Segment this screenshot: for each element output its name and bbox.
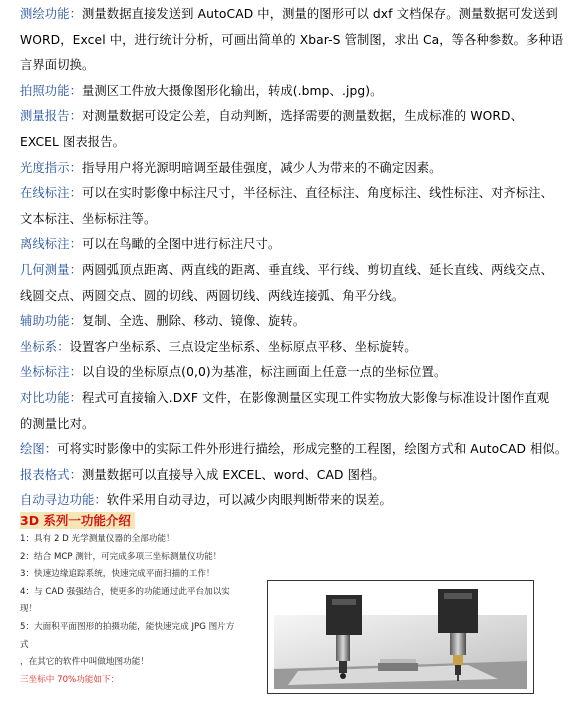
list-item: 4：与 CAD 强强结合，使更多的功能通过此平台加以实 xyxy=(20,586,230,597)
feature-label: 报表格式： xyxy=(20,467,82,482)
list-item: 现！ xyxy=(20,604,38,615)
list-item: 式 xyxy=(20,639,29,650)
feature-label: 自动寻边功能： xyxy=(20,493,107,508)
feature-label: 坐标标注： xyxy=(20,365,82,380)
feature-label: 对比功能： xyxy=(20,390,82,405)
feature-text-line: 测量数据可以直接导入成 EXCEL、word、CAD 图档。 xyxy=(82,467,385,482)
feature-text-line: 的测量比对。 xyxy=(20,416,95,431)
feature-paragraph xyxy=(20,79,572,105)
feature-text-line: 言界面切换。 xyxy=(20,58,95,73)
feature-label: 拍照功能： xyxy=(20,83,82,98)
feature-paragraph xyxy=(20,386,572,437)
feature-label: 光度指示： xyxy=(20,160,82,175)
feature-paragraph xyxy=(20,258,572,309)
feature-paragraph xyxy=(20,437,572,463)
feature-text-line: 软件采用自动寻边，可以减少肉眼判断带来的误差。 xyxy=(106,493,392,508)
feature-label: 几何测量： xyxy=(20,262,82,277)
feature-paragraph xyxy=(20,181,572,232)
list-item: 3：快速边缘追踪系统，快速完成平面扫描的工作！ xyxy=(20,569,215,580)
feature-paragraph xyxy=(20,463,572,489)
feature-text-line: 线圆交点、两圆交点、圆的切线、两圆切线、两线连接弧、角平分线。 xyxy=(20,288,405,303)
feature-text-line: 设置客户坐标系、三点设定坐标系、坐标原点平移、坐标旋转。 xyxy=(69,339,417,354)
list-item: 5：大面积平面图形的拍摄功能，能快速完成 JPG 图片方 xyxy=(20,621,235,632)
feature-text-line: 可将实时影像中的实际工件外形进行描绘，形成完整的工程图，绘图方式和 AutoCAD 相似。 xyxy=(57,442,568,457)
feature-text-line: 以自设的坐标原点(0,0)为基准，标注画面上任意一点的坐标位置。 xyxy=(82,365,447,380)
feature-text-line: 可以在实时影像中标注尺寸，半径标注、直径标注、角度标注、线性标注、对齐标注、 xyxy=(82,186,554,201)
feature-label: 测绘功能： xyxy=(20,7,82,21)
list-item: 1：具有 2 D 光学测量仪器的全部功能！ xyxy=(20,534,175,544)
feature-paragraph xyxy=(20,2,572,79)
feature-text-line: 量测区工件放大摄像图形化输出，转成(.bmp、.jpg)。 xyxy=(82,83,383,98)
feature-paragraph xyxy=(20,360,572,386)
3d-feature-items xyxy=(20,531,280,689)
feature-text-line: 可以在鸟瞰的全图中进行标注尺寸。 xyxy=(82,237,281,252)
feature-text-line: 复制、全选、删除、移动、镜像、旋转。 xyxy=(82,314,306,329)
feature-text-line: 测量数据直接发送到 AutoCAD 中，测量的图形可以 dxf 文档保存。测量数据可发送到 xyxy=(82,7,558,21)
3d-section-title: 3D 系列一功能介绍 xyxy=(20,512,135,529)
feature-text-line: 指导用户将光源明暗调至最佳强度，减少人为带来的不确定因素。 xyxy=(82,160,442,175)
feature-label: 辅助功能： xyxy=(20,314,82,329)
feature-paragraph xyxy=(20,335,572,361)
feature-paragraph xyxy=(20,156,572,182)
feature-text-line: 对测量数据可设定公差，自动判断，选择需要的测量数据，生成标准的 WORD、 xyxy=(82,109,523,124)
feature-label: 在线标注： xyxy=(20,186,82,201)
feature-text-line: EXCEL 图表报告。 xyxy=(20,134,125,149)
feature-text-line: 文本标注、坐标标注等。 xyxy=(20,211,157,226)
feature-label: 坐标系： xyxy=(20,339,70,354)
feature-text-line: WORD，Excel 中，进行统计分析，可画出简单的 Xbar-S 管制图，求出 Ca，等各种参数。多种语 xyxy=(20,32,564,47)
feature-list xyxy=(20,2,572,514)
list-item: 2：结合 MCP 测针，可完成多项三坐标测量仪功能！ xyxy=(20,551,222,562)
feature-label: 测量报告： xyxy=(20,109,82,124)
feature-paragraph xyxy=(20,309,572,335)
list-item: ，在其它的软件中叫做地图功能！ xyxy=(20,657,149,668)
feature-paragraph xyxy=(20,104,572,155)
3d-series-section xyxy=(20,510,280,689)
feature-text-line: 两圆弧顶点距离、两直线的距离、垂直线、平行线、剪切直线、延长直线、两线交点、 xyxy=(82,262,554,277)
feature-label: 离线标注： xyxy=(20,237,82,252)
feature-paragraph xyxy=(20,232,572,258)
feature-text-line: 程式可直接输入.DXF 文件，在影像测量区实现工件实物放大影像与标准设计图作直观 xyxy=(82,390,550,405)
measuring-machine-photo xyxy=(267,580,534,694)
feature-label: 绘图： xyxy=(20,442,58,457)
list-item: 三坐标中 70%功能如下： xyxy=(20,674,120,685)
